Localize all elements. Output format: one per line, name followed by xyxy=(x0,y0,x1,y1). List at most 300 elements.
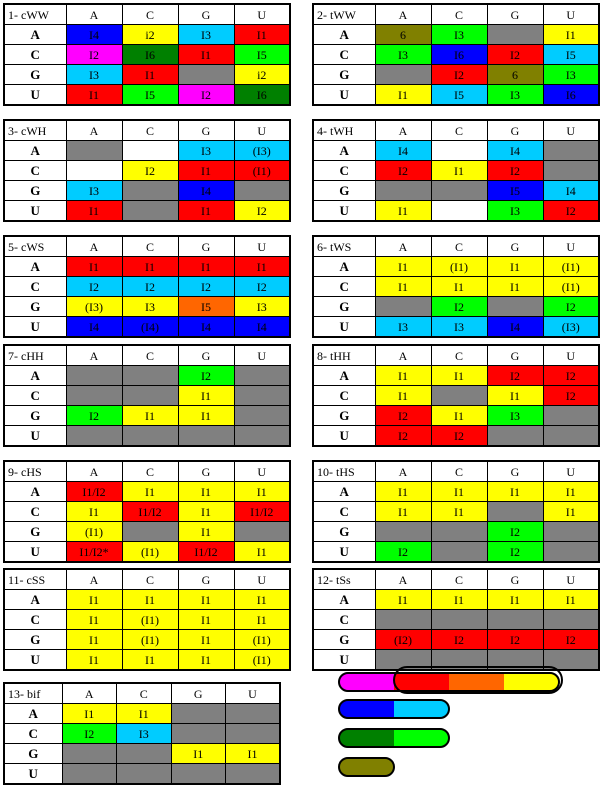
matrix-cell xyxy=(543,406,599,426)
row-header: C xyxy=(4,610,66,630)
row-header: C xyxy=(313,386,375,406)
matrix-cell: I3 xyxy=(375,317,431,338)
matrix-cell xyxy=(431,386,487,406)
column-header: G xyxy=(178,569,234,590)
matrix-cell xyxy=(122,386,178,406)
column-header: C xyxy=(122,4,178,25)
matrix-cell: I1 xyxy=(178,610,234,630)
legend-capsule xyxy=(339,729,449,747)
row-header: U xyxy=(4,650,66,671)
matrix-cell: I1 xyxy=(171,744,226,764)
matrix-cell: I2 xyxy=(375,161,431,181)
column-header: G xyxy=(178,236,234,257)
row-header: A xyxy=(4,141,66,161)
column-header: U xyxy=(234,461,290,482)
matrix-cell: (I1) xyxy=(543,277,599,297)
matrix-cell: I1 xyxy=(178,386,234,406)
column-header: U xyxy=(543,120,599,141)
matrix-cell xyxy=(543,542,599,563)
matrix-cell: (I3) xyxy=(234,141,290,161)
matrix-cell: I5 xyxy=(122,85,178,106)
row-header: G xyxy=(313,406,375,426)
matrix-cell: I6 xyxy=(234,85,290,106)
matrix-cell: I1 xyxy=(178,522,234,542)
matrix-cell: I2 xyxy=(487,161,543,181)
row-header: U xyxy=(313,317,375,338)
matrix-cell xyxy=(375,65,431,85)
matrix-cell: I1 xyxy=(234,25,290,45)
column-header: A xyxy=(62,683,117,704)
matrix-cell: I5 xyxy=(178,297,234,317)
legend-segment xyxy=(449,673,504,691)
matrix-cell: I1 xyxy=(178,406,234,426)
matrix-13 xyxy=(3,682,281,785)
matrix-12 xyxy=(312,568,600,671)
matrix-cell xyxy=(122,201,178,222)
matrix-cell: I1/I2* xyxy=(66,542,122,563)
row-header: A xyxy=(4,590,66,610)
matrix-cell: I2 xyxy=(543,297,599,317)
row-header: G xyxy=(313,181,375,201)
column-header: C xyxy=(122,569,178,590)
matrix-cell: I2 xyxy=(487,522,543,542)
column-header: C xyxy=(122,461,178,482)
matrix-cell xyxy=(431,610,487,630)
matrix-cell xyxy=(171,704,226,724)
matrix-cell: I2 xyxy=(543,630,599,650)
legend-capsule xyxy=(339,758,394,776)
matrix-cell xyxy=(543,610,599,630)
matrix-cell: I1 xyxy=(66,201,122,222)
matrix-cell: I1 xyxy=(234,590,290,610)
column-header: A xyxy=(66,236,122,257)
matrix-cell: I2 xyxy=(62,724,117,744)
column-header: C xyxy=(122,120,178,141)
matrix-cell: (I3) xyxy=(66,297,122,317)
matrix-cell: I1 xyxy=(487,277,543,297)
matrix-cell: I1 xyxy=(375,257,431,277)
matrix-cell: I1 xyxy=(178,482,234,502)
matrix-cell: I1 xyxy=(178,161,234,181)
matrix-cell xyxy=(117,744,172,764)
row-header: G xyxy=(4,630,66,650)
column-header: G xyxy=(171,683,226,704)
matrix-cell: I1 xyxy=(375,277,431,297)
row-header: A xyxy=(313,25,375,45)
matrix-7 xyxy=(3,344,291,447)
matrix-cell: (I1) xyxy=(234,161,290,181)
matrix-cell: I2 xyxy=(487,630,543,650)
matrix-cell: I4 xyxy=(543,181,599,201)
matrix-cell: I3 xyxy=(375,45,431,65)
matrix-cell: I2 xyxy=(431,630,487,650)
column-header: C xyxy=(431,236,487,257)
matrix-cell xyxy=(431,650,487,671)
matrix-cell xyxy=(431,201,487,222)
matrix-cell: (I1) xyxy=(431,257,487,277)
column-header: C xyxy=(122,236,178,257)
row-header: A xyxy=(4,366,66,386)
row-header: A xyxy=(313,141,375,161)
row-header: C xyxy=(4,277,66,297)
matrix-cell: I2 xyxy=(487,45,543,65)
row-header: G xyxy=(4,297,66,317)
matrix-cell: I2 xyxy=(66,277,122,297)
column-header: A xyxy=(66,569,122,590)
column-header: G xyxy=(178,120,234,141)
column-header: C xyxy=(122,345,178,366)
matrix-cell: I3 xyxy=(487,406,543,426)
legend-segment xyxy=(394,729,449,747)
matrix-cell: I1 xyxy=(375,482,431,502)
column-header: A xyxy=(375,569,431,590)
matrix-cell xyxy=(66,426,122,447)
legend-segment xyxy=(339,673,394,691)
matrix-cell: I1 xyxy=(117,704,172,724)
legend-capsule xyxy=(339,700,449,718)
column-header: C xyxy=(431,461,487,482)
matrix-cell: I3 xyxy=(66,65,122,85)
matrix-cell xyxy=(234,181,290,201)
matrix-8 xyxy=(312,344,600,447)
matrix-cell: I1 xyxy=(66,610,122,630)
matrix-cell: I1 xyxy=(487,482,543,502)
row-header: C xyxy=(313,502,375,522)
column-header: U xyxy=(543,236,599,257)
matrix-cell xyxy=(375,610,431,630)
matrix-cell xyxy=(543,650,599,671)
matrix-cell: I2 xyxy=(122,161,178,181)
column-header: A xyxy=(66,345,122,366)
column-header: G xyxy=(487,236,543,257)
matrix-cell: I1 xyxy=(375,502,431,522)
matrix-cell xyxy=(62,764,117,785)
legend-segment xyxy=(339,758,394,776)
matrix-cell xyxy=(431,181,487,201)
matrix-cell: I1 xyxy=(375,386,431,406)
row-header: G xyxy=(313,65,375,85)
matrix-cell: (I1) xyxy=(122,630,178,650)
row-header: G xyxy=(4,65,66,85)
matrix-cell: I2 xyxy=(431,297,487,317)
row-header: C xyxy=(313,277,375,297)
matrix-cell: I1 xyxy=(122,257,178,277)
column-header: G xyxy=(487,4,543,25)
matrix-cell: I1 xyxy=(234,257,290,277)
matrix-cell: I2 xyxy=(543,386,599,406)
matrix-title: 2- tWW xyxy=(313,4,375,25)
row-header: C xyxy=(4,161,66,181)
matrix-cell: I3 xyxy=(487,201,543,222)
row-header: U xyxy=(4,542,66,563)
matrix-cell: I1/I2 xyxy=(178,542,234,563)
row-header: G xyxy=(4,744,62,764)
matrix-cell: I3 xyxy=(66,181,122,201)
row-header: C xyxy=(313,45,375,65)
row-header: G xyxy=(313,297,375,317)
matrix-cell xyxy=(431,141,487,161)
matrix-cell: I1 xyxy=(226,744,281,764)
column-header: C xyxy=(431,4,487,25)
matrix-cell xyxy=(487,650,543,671)
matrix-cell: I2 xyxy=(431,65,487,85)
matrix-cell: I1/I2 xyxy=(66,482,122,502)
matrix-cell xyxy=(543,141,599,161)
matrix-cell: I1 xyxy=(431,482,487,502)
matrix-cell xyxy=(431,542,487,563)
column-header: A xyxy=(375,236,431,257)
matrix-cell xyxy=(226,704,281,724)
matrix-cell xyxy=(178,65,234,85)
column-header: G xyxy=(487,120,543,141)
matrix-cell: I5 xyxy=(487,181,543,201)
matrix-title: 11- cSS xyxy=(4,569,66,590)
matrix-cell: I1 xyxy=(178,201,234,222)
matrix-cell: I1 xyxy=(178,650,234,671)
matrix-cell: I1 xyxy=(375,366,431,386)
matrix-cell: I1 xyxy=(431,502,487,522)
matrix-cell: I2 xyxy=(234,201,290,222)
column-header: U xyxy=(226,683,281,704)
column-header: U xyxy=(234,4,290,25)
row-header: G xyxy=(4,522,66,542)
row-header: C xyxy=(4,45,66,65)
matrix-cell: 6 xyxy=(375,25,431,45)
matrix-cell xyxy=(234,522,290,542)
matrix-cell: 6 xyxy=(487,65,543,85)
matrix-4 xyxy=(312,119,600,222)
column-header: C xyxy=(431,345,487,366)
matrix-cell: I1 xyxy=(66,257,122,277)
matrix-cell: I1 xyxy=(431,277,487,297)
matrix-cell: I1/I2 xyxy=(234,502,290,522)
column-header: C xyxy=(431,569,487,590)
column-header: A xyxy=(375,345,431,366)
matrix-cell: I3 xyxy=(487,85,543,106)
matrix-cell: I2 xyxy=(543,201,599,222)
matrix-cell: I3 xyxy=(178,141,234,161)
column-header: U xyxy=(234,345,290,366)
matrix-title: 8- tHH xyxy=(313,345,375,366)
matrix-cell: I3 xyxy=(431,25,487,45)
matrix-cell xyxy=(122,426,178,447)
matrix-cell: I5 xyxy=(431,85,487,106)
matrix-cell: i2 xyxy=(234,65,290,85)
matrix-cell: I6 xyxy=(431,45,487,65)
matrix-cell xyxy=(171,764,226,785)
matrix-cell xyxy=(543,161,599,181)
matrix-cell xyxy=(375,650,431,671)
column-header: A xyxy=(66,461,122,482)
matrix-cell: I3 xyxy=(234,297,290,317)
matrix-cell: I2 xyxy=(66,406,122,426)
row-header: A xyxy=(313,257,375,277)
matrix-cell: I4 xyxy=(66,317,122,338)
column-header: U xyxy=(234,236,290,257)
matrix-cell: (I1) xyxy=(543,257,599,277)
matrix-cell xyxy=(66,366,122,386)
matrix-cell: I1 xyxy=(543,25,599,45)
matrix-cell: I2 xyxy=(431,426,487,447)
row-header: U xyxy=(313,201,375,222)
matrix-cell: I1 xyxy=(431,590,487,610)
row-header: U xyxy=(4,85,66,106)
row-header: A xyxy=(4,482,66,502)
matrix-cell: (I1) xyxy=(122,542,178,563)
column-header: A xyxy=(66,4,122,25)
matrix-cell: i2 xyxy=(122,25,178,45)
matrix-cell: I2 xyxy=(487,542,543,563)
matrix-cell: I1 xyxy=(487,590,543,610)
matrix-cell xyxy=(234,366,290,386)
matrix-cell xyxy=(375,297,431,317)
matrix-cell: (I1) xyxy=(234,650,290,671)
row-header: C xyxy=(4,724,62,744)
matrix-cell xyxy=(234,426,290,447)
matrix-cell xyxy=(375,522,431,542)
column-header: U xyxy=(543,345,599,366)
matrix-cell: I1 xyxy=(66,502,122,522)
row-header: C xyxy=(313,610,375,630)
matrix-cell: I2 xyxy=(375,426,431,447)
matrix-cell: (I3) xyxy=(543,317,599,338)
column-header: C xyxy=(431,120,487,141)
column-header: U xyxy=(543,569,599,590)
matrix-cell: I6 xyxy=(122,45,178,65)
matrix-cell xyxy=(178,426,234,447)
row-header: U xyxy=(4,764,62,785)
matrix-cell: I2 xyxy=(375,542,431,563)
matrix-cell: I1 xyxy=(375,590,431,610)
matrix-cell xyxy=(487,25,543,45)
matrix-cell: I1 xyxy=(375,85,431,106)
matrix-cell xyxy=(543,522,599,542)
matrix-3 xyxy=(3,119,291,222)
row-header: G xyxy=(4,181,66,201)
matrix-cell: I1 xyxy=(66,590,122,610)
matrix-cell: I4 xyxy=(66,25,122,45)
matrix-cell xyxy=(543,426,599,447)
matrix-cell: I1 xyxy=(487,257,543,277)
matrix-cell xyxy=(487,610,543,630)
matrix-11 xyxy=(3,568,291,671)
matrix-cell: I6 xyxy=(543,85,599,106)
matrix-cell: I2 xyxy=(178,277,234,297)
matrix-cell: I1 xyxy=(431,406,487,426)
matrix-cell xyxy=(66,386,122,406)
column-header: G xyxy=(178,345,234,366)
row-header: G xyxy=(313,522,375,542)
matrix-cell xyxy=(431,522,487,542)
row-header: G xyxy=(4,406,66,426)
matrix-cell: I2 xyxy=(487,366,543,386)
matrix-cell: I5 xyxy=(234,45,290,65)
matrix-cell: I3 xyxy=(543,65,599,85)
matrix-cell: I2 xyxy=(122,277,178,297)
matrix-title: 12- tSs xyxy=(313,569,375,590)
row-header: U xyxy=(4,426,66,447)
matrix-cell: I1 xyxy=(178,502,234,522)
matrix-cell xyxy=(117,764,172,785)
matrix-cell: I1 xyxy=(178,45,234,65)
matrix-cell: I1 xyxy=(62,704,117,724)
legend-segment xyxy=(339,700,394,718)
matrix-cell xyxy=(375,181,431,201)
matrix-cell: I1 xyxy=(487,386,543,406)
legend-segment xyxy=(339,729,394,747)
matrix-10 xyxy=(312,460,600,563)
matrix-cell xyxy=(122,522,178,542)
matrix-1 xyxy=(3,3,291,106)
legend-segment xyxy=(394,700,449,718)
matrix-cell: I1 xyxy=(234,610,290,630)
matrix-cell xyxy=(487,502,543,522)
matrix-cell xyxy=(487,297,543,317)
matrix-cell: (I2) xyxy=(375,630,431,650)
matrix-cell xyxy=(226,724,281,744)
column-header: A xyxy=(375,4,431,25)
matrix-cell: I4 xyxy=(178,181,234,201)
row-header: U xyxy=(313,426,375,447)
matrix-title: 10- tHS xyxy=(313,461,375,482)
row-header: U xyxy=(4,201,66,222)
matrix-cell: I3 xyxy=(178,25,234,45)
row-header: A xyxy=(4,25,66,45)
matrix-cell xyxy=(234,406,290,426)
matrix-cell: I1 xyxy=(543,502,599,522)
column-header: C xyxy=(117,683,172,704)
column-header: U xyxy=(543,4,599,25)
column-header: G xyxy=(487,569,543,590)
matrix-title: 4- tWH xyxy=(313,120,375,141)
matrix-cell: I3 xyxy=(122,297,178,317)
column-header: A xyxy=(66,120,122,141)
matrix-cell xyxy=(122,141,178,161)
matrix-cell: I3 xyxy=(431,317,487,338)
column-header: G xyxy=(178,4,234,25)
row-header: U xyxy=(313,650,375,671)
matrix-title: 9- cHS xyxy=(4,461,66,482)
matrix-cell: I5 xyxy=(543,45,599,65)
matrix-cell xyxy=(122,366,178,386)
matrix-6 xyxy=(312,235,600,338)
matrix-title: 7- cHH xyxy=(4,345,66,366)
matrix-cell: I1 xyxy=(178,630,234,650)
matrix-cell: (I1) xyxy=(66,522,122,542)
row-header: C xyxy=(313,161,375,181)
matrix-cell: I2 xyxy=(178,366,234,386)
column-header: G xyxy=(178,461,234,482)
matrix-cell: I1 xyxy=(122,650,178,671)
row-header: A xyxy=(4,704,62,724)
matrix-cell: I4 xyxy=(234,317,290,338)
matrix-cell xyxy=(122,181,178,201)
row-header: A xyxy=(313,366,375,386)
matrix-cell: I1 xyxy=(234,482,290,502)
matrix-cell: I1 xyxy=(543,482,599,502)
matrix-5 xyxy=(3,235,291,338)
column-header: U xyxy=(234,569,290,590)
matrix-cell: I1 xyxy=(431,366,487,386)
matrix-cell: I2 xyxy=(178,85,234,106)
row-header: U xyxy=(313,542,375,563)
column-header: A xyxy=(375,120,431,141)
matrix-cell: I4 xyxy=(178,317,234,338)
matrix-9 xyxy=(3,460,291,563)
matrix-cell: I1 xyxy=(122,406,178,426)
row-header: U xyxy=(4,317,66,338)
matrix-cell xyxy=(171,724,226,744)
